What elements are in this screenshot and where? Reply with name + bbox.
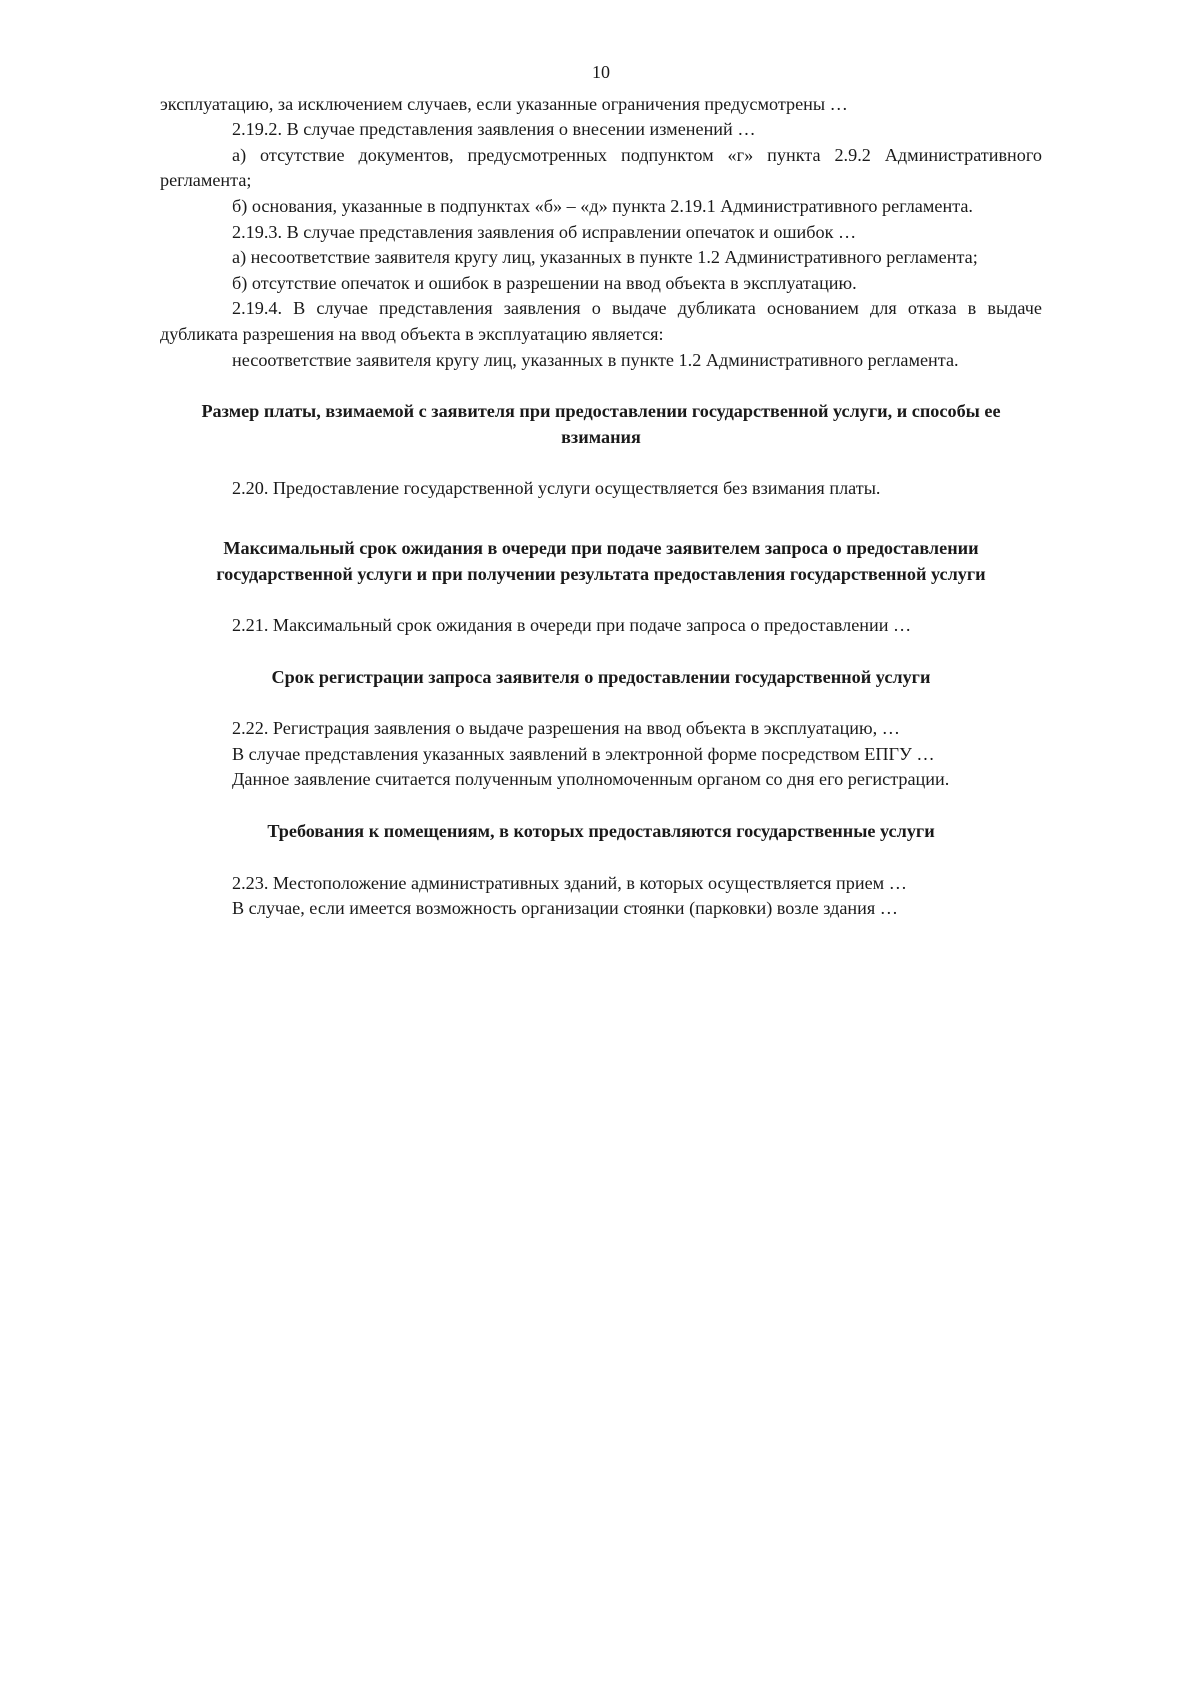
paragraph: 2.19.3. В случае представления заявления об исправлении опечаток и ошибок … <box>232 221 857 242</box>
section-heading: Срок регистрации запроса заявителя о предоставлении государственной услуги <box>271 666 931 687</box>
paragraph: эксплуатацию, за исключением случаев, если указанные ограничения предусмотрены … <box>160 93 848 114</box>
paragraph: несоответствие заявителя кругу лиц, указанных в пункте 1.2 Административного регламента. <box>232 349 959 370</box>
paragraph: а) несоответствие заявителя кругу лиц, указанных в пункте 1.2 Административного регламента; <box>232 247 978 268</box>
paragraph: 2.20. Предоставление государственной услуги осуществляется без взимания платы. <box>232 478 881 499</box>
paragraph: а) отсутствие документов, предусмотренных подпунктом «г» пункта 2.9.2 Административного регламента; <box>160 144 1042 191</box>
section-heading: Максимальный срок ожидания в очереди при подаче заявителем запроса о предоставлении государственной услуги и при получении результата предоставления государственной услуги <box>216 537 986 584</box>
paragraph: 2.19.2. В случае представления заявления о внесении изменений … <box>232 119 756 140</box>
page-number: 10 <box>592 62 610 82</box>
paragraph: б) отсутствие опечаток и ошибок в разрешении на ввод объекта в эксплуатацию. <box>232 272 857 293</box>
paragraph: 2.23. Местоположение административных зданий, в которых осуществляется прием … <box>232 872 907 893</box>
paragraph: 2.22. Регистрация заявления о выдаче разрешения на ввод объекта в эксплуатацию, … <box>232 718 900 739</box>
paragraph: 2.19.4. В случае представления заявления о выдаче дубликата основанием для отказа в выдаче дубликата разрешения на ввод объекта в эксплуатацию является: <box>160 298 1042 344</box>
paragraph: б) основания, указанные в подпунктах «б» – «д» пункта 2.19.1 Административного регламента. <box>232 195 973 216</box>
document-page <box>160 60 1042 922</box>
paragraph: В случае, если имеется возможность организации стоянки (парковки) возле здания … <box>232 898 898 919</box>
paragraph: В случае представления указанных заявлений в электронной форме посредством ЕПГУ … <box>232 743 935 764</box>
section-heading: Размер платы, взимаемой с заявителя при предоставлении государственной услуги, и способы ее взимания <box>201 401 1001 447</box>
section-heading: Требования к помещениям, в которых предоставляются государственные услуги <box>267 821 935 842</box>
paragraph: Данное заявление считается полученным уполномоченным органом со дня его регистрации. <box>232 769 950 790</box>
paragraph: 2.21. Максимальный срок ожидания в очереди при подаче запроса о предоставлении … <box>232 615 912 636</box>
